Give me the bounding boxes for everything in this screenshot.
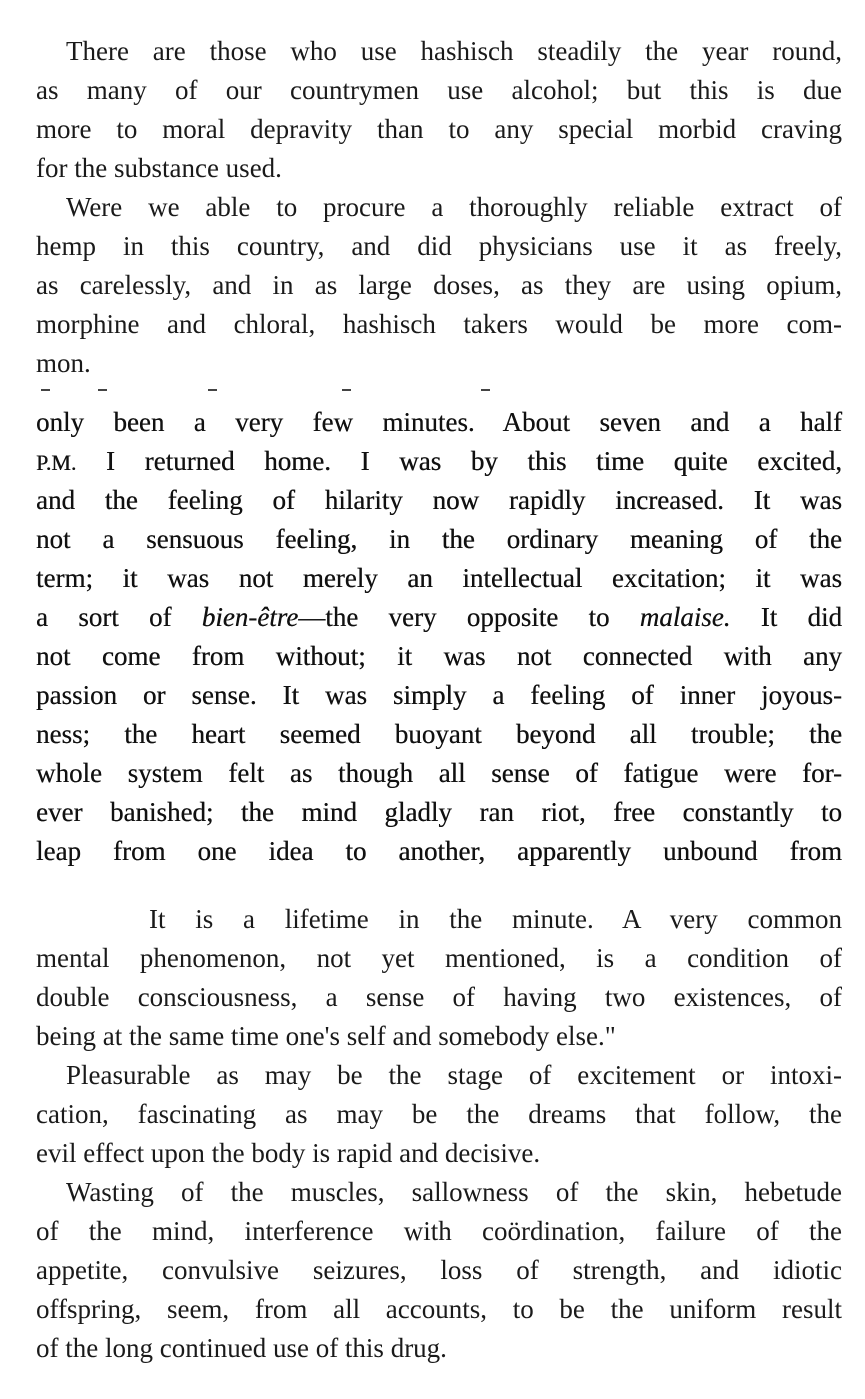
text-segment: a sort of (36, 602, 202, 632)
text-line: of the long continued use of this drug. (36, 1333, 447, 1363)
text-line: passion or sense. It was simply a feeling of inner joyous- (36, 680, 842, 710)
italic-term: bien-être (201, 602, 299, 632)
text-line: only been a very few minutes. About seven and a half (36, 407, 842, 437)
text-line: appetite, convulsive seizures, loss of strength, and idiotic (36, 1255, 842, 1285)
text-line: hemp in this country, and did physicians use it as freely, (36, 231, 842, 261)
separator-marks (0, 389, 865, 399)
text-line: mon. (36, 348, 91, 378)
text-line (36, 442, 842, 481)
text-line: Pleasurable as may be the stage of excitement or intoxi- (66, 1060, 842, 1090)
text-line: There are those who use hashisch steadily the year round, (66, 36, 842, 66)
text-line: not a sensuous feeling, in the ordinary meaning of the (36, 524, 842, 554)
text-line: whole system felt as though all sense of fatigue were for- (36, 758, 842, 788)
text-line: offspring, seem, from all accounts, to be the uniform result (36, 1294, 842, 1324)
text-line: cation, fascinating as may be the dreams that follow, the (36, 1099, 842, 1129)
text-line: ness; the heart seemed buoyant beyond all trouble; the (36, 719, 842, 749)
passage-personal-account (36, 403, 842, 871)
text-line: for the substance used. (36, 153, 282, 183)
passage-hashisch-habit (36, 32, 842, 383)
text-line: ever banished; the mind gladly ran riot, free constantly to (36, 797, 842, 827)
text-line: leap from one idea to another, apparently unbound from (36, 836, 842, 866)
passage-effects (36, 900, 842, 1368)
time-abbreviation: P.M. (36, 450, 77, 475)
text-line: more to moral depravity than to any special morbid craving (36, 114, 842, 144)
text-line: Wasting of the muscles, sallowness of the skin, hebetude (66, 1177, 842, 1207)
italic-term: malaise. (639, 602, 731, 632)
text-line: double consciousness, a sense of having two existences, of (36, 982, 842, 1012)
text-line: not come from without; it was not connected with any (36, 641, 842, 671)
text-segment: It did (730, 602, 842, 632)
text-line: It is a lifetime in the minute. A very common (149, 904, 842, 934)
text-segment: I returned home. I was by this time quite excited, (76, 446, 842, 476)
text-line: mental phenomenon, not yet mentioned, is a condition of (36, 943, 842, 973)
text-line: being at the same time one's self and somebody else." (36, 1021, 616, 1051)
text-line: as carelessly, and in as large doses, as they are using opium, (36, 270, 842, 300)
text-line: and the feeling of hilarity now rapidly increased. It was (36, 485, 842, 515)
text-line: as many of our countrymen use alcohol; but this is due (36, 75, 842, 105)
text-segment: —the very opposite to (298, 602, 640, 632)
text-line: of the mind, interference with coördination, failure of the (36, 1216, 842, 1246)
text-line: term; it was not merely an intellectual excitation; it was (36, 563, 842, 593)
text-line: evil effect upon the body is rapid and decisive. (36, 1138, 541, 1168)
text-line: morphine and chloral, hashisch takers would be more com- (36, 309, 842, 339)
text-line: Were we able to procure a thoroughly reliable extract of (66, 192, 842, 222)
text-line (36, 598, 842, 637)
